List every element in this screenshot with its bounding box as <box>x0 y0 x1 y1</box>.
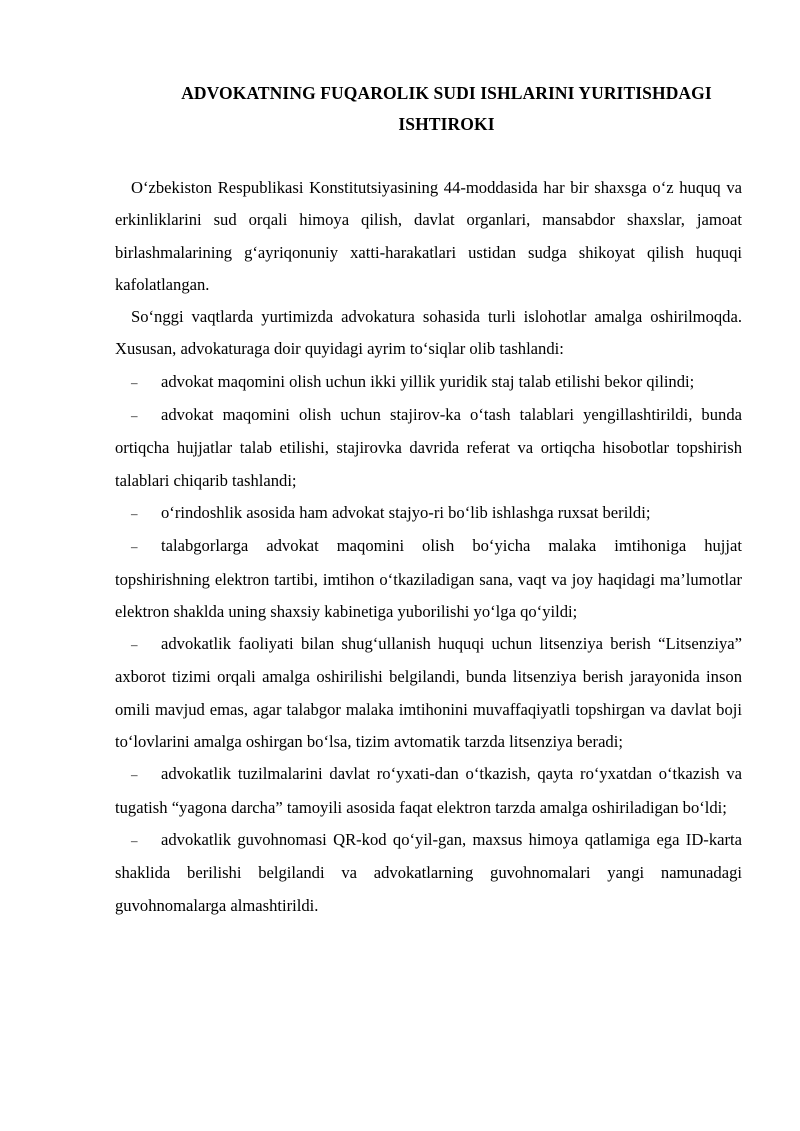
paragraph-reforms: So‘nggi vaqtlarda yurtimizda advokatura sohasida turli islohotlar amalga oshirilmoqda. Xususan, advokaturaga doir quyidagi ayrim to‘siqlar olib tashlandi: <box>115 307 742 359</box>
dash-marker: – <box>131 374 138 390</box>
document-title: ADVOKATNING FUQAROLIK SUDI ISHLARINI YURITISHDAGI ISHTIROKI <box>181 83 712 134</box>
bullet-text: advokatlik guvohnomasi QR-kod qo‘yil-gan, maxsus himoya qatlamiga ega ID-karta shaklida berilishi belgilandi va advokatlarning guvohnomalari yangi namunadagi guvohnomalarga almashtirildi. <box>115 829 742 915</box>
bullet-text: advokat maqomini olish uchun stajirov-ka o‘tash talablari yengillashtirildi, bunda ortiqcha hujjatlar talab etilishi, stajirovka davrida referat va ortiqcha hisobotlar topshirish talablari chiqarib tashlandi; <box>115 405 742 490</box>
bullet-text: o‘rindoshlik asosida ham advokat stajyo-ri bo‘lib ishlashga ruxsat berildi; <box>161 502 651 522</box>
bullet-text: advokatlik faoliyati bilan shug‘ullanish huquqi uchun litsenziya berish “Litsenziya” axborot tizimi orqali amalga oshirilishi belgilandi, bunda litsenziya berish jarayonida inson omili mavjud emas, agar talabgor malaka imtihonini muvaffaqiyatli topshirgan va davlat boji to‘lovlarini amalga oshirgan bo‘lsa, tizim avtomatik tarzda litsenziya beradi; <box>115 634 742 752</box>
bullet-text: talabgorlarga advokat maqomini olish bo‘yicha malaka imtihoniga hujjat topshirishning elektron tartibi, imtihon o‘tkaziladigan sana, vaqt va joy haqidagi ma’lumotlar elektron shaklda uning shaxsiy kabinetiga yuborilishi yo‘lga qo‘yildi; <box>115 536 742 621</box>
document-page <box>115 78 742 922</box>
bullet-item <box>115 824 742 922</box>
bullet-item <box>115 530 742 628</box>
bullet-item <box>115 628 742 758</box>
bullet-item <box>115 366 742 399</box>
dash-marker: – <box>131 505 138 521</box>
bullet-text: advokat maqomini olish uchun ikki yillik yuridik staj talab etilishi bekor qilindi; <box>161 371 695 391</box>
bullet-item <box>115 399 742 497</box>
bullet-item <box>115 497 742 530</box>
dash-marker: – <box>131 832 138 848</box>
bullet-text: advokatlik tuzilmalarini davlat ro‘yxati-dan o‘tkazish, qayta ro‘yxatdan o‘tkazish va tugatish “yagona darcha” tamoyili asosida faqat elektron tarzda amalga oshiriladigan bo‘ldi; <box>115 764 742 817</box>
dash-marker: – <box>131 539 138 555</box>
dash-marker: – <box>131 637 138 653</box>
dash-marker: – <box>131 767 138 783</box>
paragraph-constitution: O‘zbekiston Respublikasi Konstitutsiyasining 44-moddasida har bir shaxsga o‘z huquq va erkinliklarini sud orqali himoya qilish, davlat organlari, mansabdor shaxslar, jamoat birlashmalarining g‘ayriqonuniy xatti-harakatlari ustidan sudga shikoyat qilish huquqi kafolatlangan. <box>115 178 742 294</box>
bullet-item <box>115 758 742 824</box>
dash-marker: – <box>131 408 138 424</box>
